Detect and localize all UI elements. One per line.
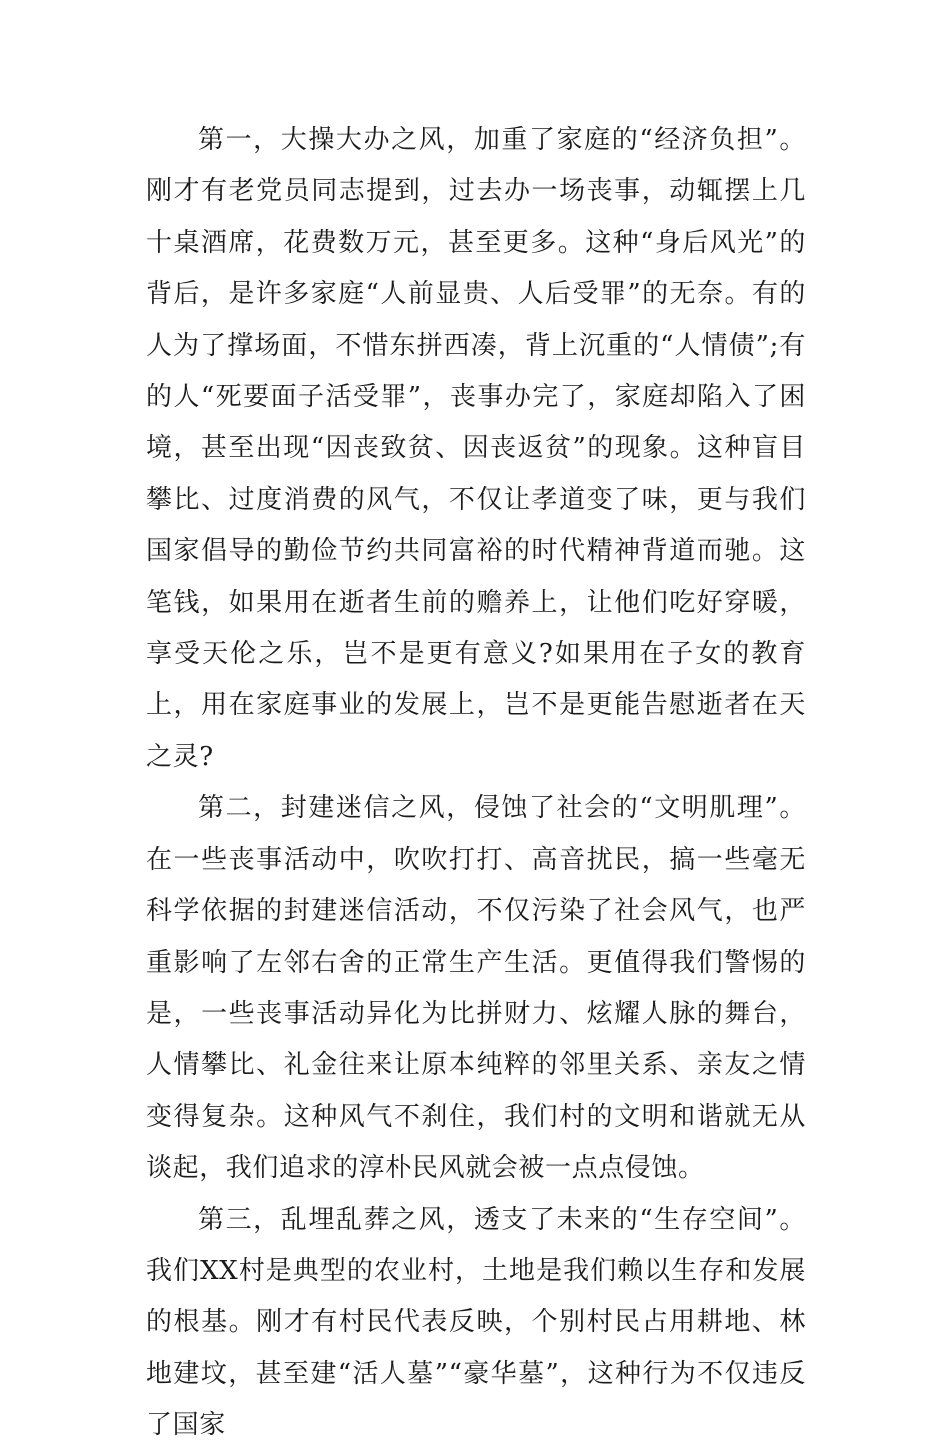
paragraph-third: 第三，乱埋乱葬之风，透支了未来的“生存空间”。我们XX村是典型的农业村，土地是我们赖以生存和发展的根基。刚才有村民代表反映，个别村民占用耕地、林地建坟，甚至建“活人墓”“豪华墓”，这种行为不仅违反了国家 — [146, 1204, 806, 1441]
paragraph-second: 第二，封建迷信之风，侵蚀了社会的“文明肌理”。在一些丧事活动中，吹吹打打、高音扰民，搞一些毫无科学依据的封建迷信活动，不仅污染了社会风气，也严重影响了左邻右舍的正常生产生活。更值得我们警惕的是，一些丧事活动异化为比拼财力、炫耀人脉的舞台，人情攀比、礼金往来让原本纯粹的邻里关系、亲友之情变得复杂。这种风气不刹住，我们村的文明和谐就无从谈起，我们追求的淳朴民风就会被一点点侵蚀。 — [146, 793, 806, 1184]
paragraph-first: 第一，大操大办之风，加重了家庭的“经济负担”。刚才有老党员同志提到，过去办一场丧事，动辄摆上几十桌酒席，花费数万元，甚至更多。这种“身后风光”的背后，是许多家庭“人前显贵、人后受罪”的无奈。有的人为了撑场面，不惜东拼西凑，背上沉重的“人情债”;有的人“死要面子活受罪”，丧事办完了，家庭却陷入了困境，甚至出现“因丧致贫、因丧返贫”的现象。这种盲目攀比、过度消费的风气，不仅让孝道变了味，更与我们国家倡导的勤俭节约共同富裕的时代精神背道而驰。这笔钱，如果用在逝者生前的赡养上，让他们吃好穿暖，享受天伦之乐，岂不是更有意义?如果用在子女的教育上，用在家庭事业的发展上，岂不是更能告慰逝者在天之灵? — [146, 125, 806, 772]
document-body — [146, 115, 806, 1452]
